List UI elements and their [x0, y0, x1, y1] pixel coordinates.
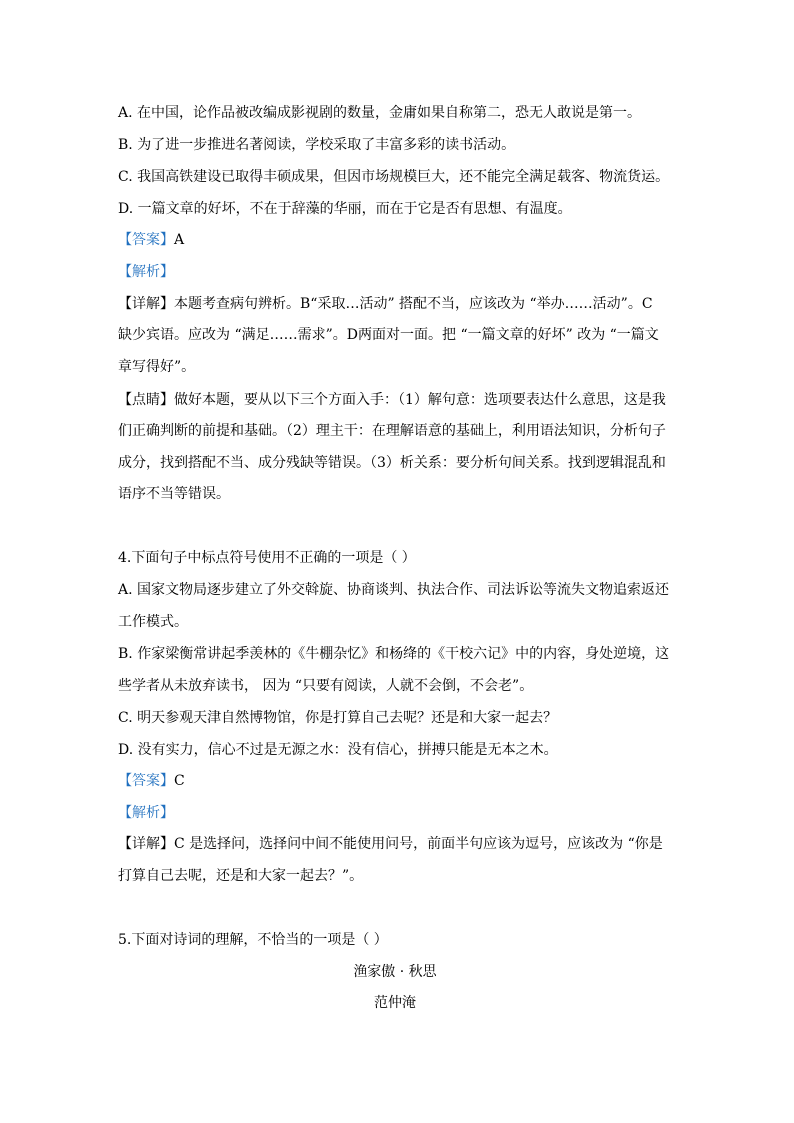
q4-option-b-line-2: 些学者从未放弃读书， 因为 “只要有阅读，人就不会倒，不会老”。 — [118, 678, 534, 694]
q4-detail-line-2: 打算自己去呢，还是和大家一起去？”。 — [118, 868, 364, 884]
detail-text: 本题考查病句辨析。B“采取…活动” 搭配不当，应该改为 “举办……活动”。C — [174, 296, 653, 312]
tip-text: 做好本题，要从以下三个方面入手：（1）解句意：选项要表达什么意思，这是我 — [174, 392, 666, 408]
q4-option-a-line-1: A. 国家文物局逐步建立了外交斡旋、协商谈判、执法合作、司法诉讼等流失文物追索返还 — [118, 582, 670, 598]
answer-tag: 【答案】 — [118, 232, 174, 248]
q3-option-a: A. 在中国，论作品被改编成影视剧的数量，金庸如果自称第二，恐无人敢说是第一。 — [118, 105, 642, 121]
q4-stem: 4.下面句子中标点符号使用不正确的一项是（ ） — [118, 550, 416, 566]
q4-option-c: C. 明天参观天津自然博物馆，你是打算自己去呢？还是和大家一起去？ — [118, 710, 558, 726]
detail-tag: 【详解】 — [118, 836, 174, 852]
q3-option-c: C. 我国高铁建设已取得丰硕成果，但因市场规模巨大，还不能完全满足载客、物流货运。 — [118, 169, 670, 185]
q3-tip-line-2: 们正确判断的前提和基础。（2）理主干：在理解语意的基础上，利用语法知识，分析句子 — [118, 423, 666, 439]
q3-option-b: B. 为了进一步推进名著阅读，学校采取了丰富多彩的读书活动。 — [118, 137, 516, 153]
poem-author: 范仲淹 — [374, 995, 416, 1011]
q4-option-d: D. 没有实力，信心不过是无源之水：没有信心，拼搏只能是无本之木。 — [118, 742, 558, 758]
q3-detail-line-1 — [118, 294, 653, 314]
detail-tag: 【详解】 — [118, 296, 174, 312]
answer-value: A — [174, 232, 185, 248]
q3-tip-line-3: 成分，找到搭配不当、成分残缺等错误。（3）析关系：要分析句间关系。找到逻辑混乱和 — [118, 455, 666, 471]
q3-tip-line-1 — [118, 390, 666, 410]
q4-analysis-tag: 【解析】 — [118, 805, 174, 821]
q5-stem: 5.下面对诗词的理解，不恰当的一项是（ ） — [118, 932, 388, 948]
q3-analysis-tag: 【解析】 — [118, 264, 174, 280]
q4-option-a-line-2: 工作模式。 — [118, 614, 188, 630]
q3-detail-line-2: 缺少宾语。应改为 “满足……需求”。D两面对一面。把 “一篇文章的好坏” 改为 “一篇文 — [118, 327, 659, 343]
poem-title: 渔家傲 · 秋思 — [353, 964, 437, 980]
q3-detail-line-3: 章写得好”。 — [118, 359, 196, 375]
detail-text: C 是选择问，选择问中间不能使用问号，前面半句应该为逗号，应该改为 “你是 — [174, 836, 663, 852]
q4-detail-line-1 — [118, 834, 663, 854]
q4-answer — [118, 771, 185, 791]
answer-value: C — [174, 773, 185, 789]
q3-option-d: D. 一篇文章的好坏，不在于辞藻的华丽，而在于它是否有思想、有温度。 — [118, 201, 572, 217]
answer-tag: 【答案】 — [118, 773, 174, 789]
q4-option-b-line-1: B. 作家梁衡常讲起季羡林的《牛棚杂忆》和杨绛的《干校六记》中的内容，身处逆境，这 — [118, 646, 670, 662]
q3-tip-line-4: 语序不当等错误。 — [118, 486, 230, 502]
q3-answer — [118, 230, 184, 250]
tip-tag: 【点睛】 — [118, 392, 174, 408]
